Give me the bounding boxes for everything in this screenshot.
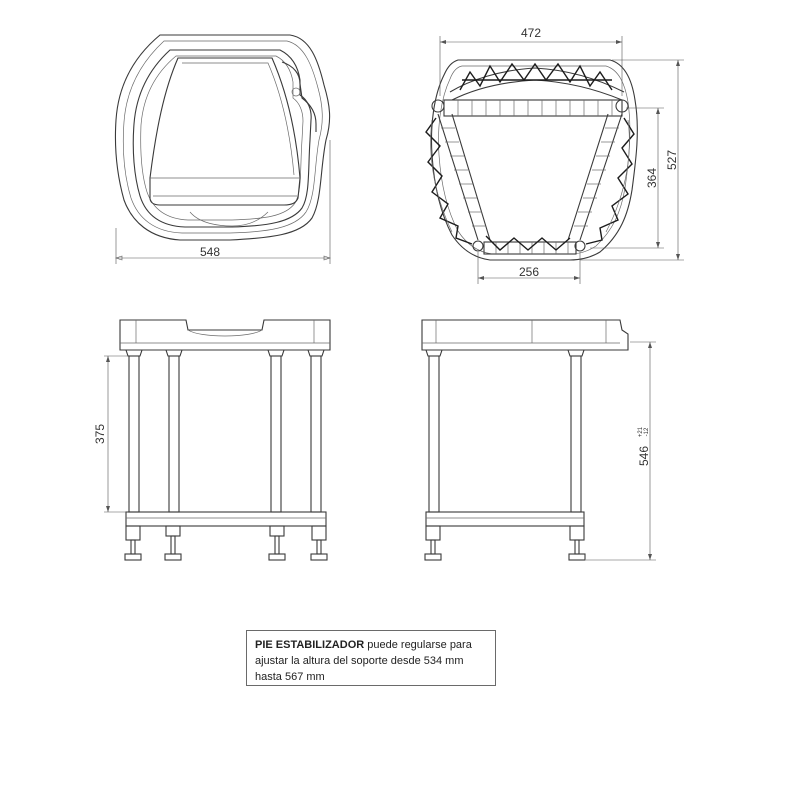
front-elevation [104,320,330,560]
dim-546-tol-plus: +21 [638,426,644,438]
side-elevation [422,320,656,560]
dim-472: 472 [520,26,542,40]
dim-375: 375 [93,423,107,445]
dim-546-tol-minus: -12 [644,427,650,437]
note-body: puede regularse para ajustar la altura del soporte desde 534 mm hasta 567 mm [255,639,472,683]
dim-546: 546 [637,445,651,467]
stabilizer-note [246,630,496,686]
bottom-view-right [426,36,684,284]
dim-364: 364 [645,167,659,189]
note-title: PIE ESTABILIZADOR [255,639,365,651]
dim-548: 548 [199,245,221,259]
top-view-left [115,35,330,264]
dim-527: 527 [665,149,679,171]
dim-256: 256 [518,265,540,279]
